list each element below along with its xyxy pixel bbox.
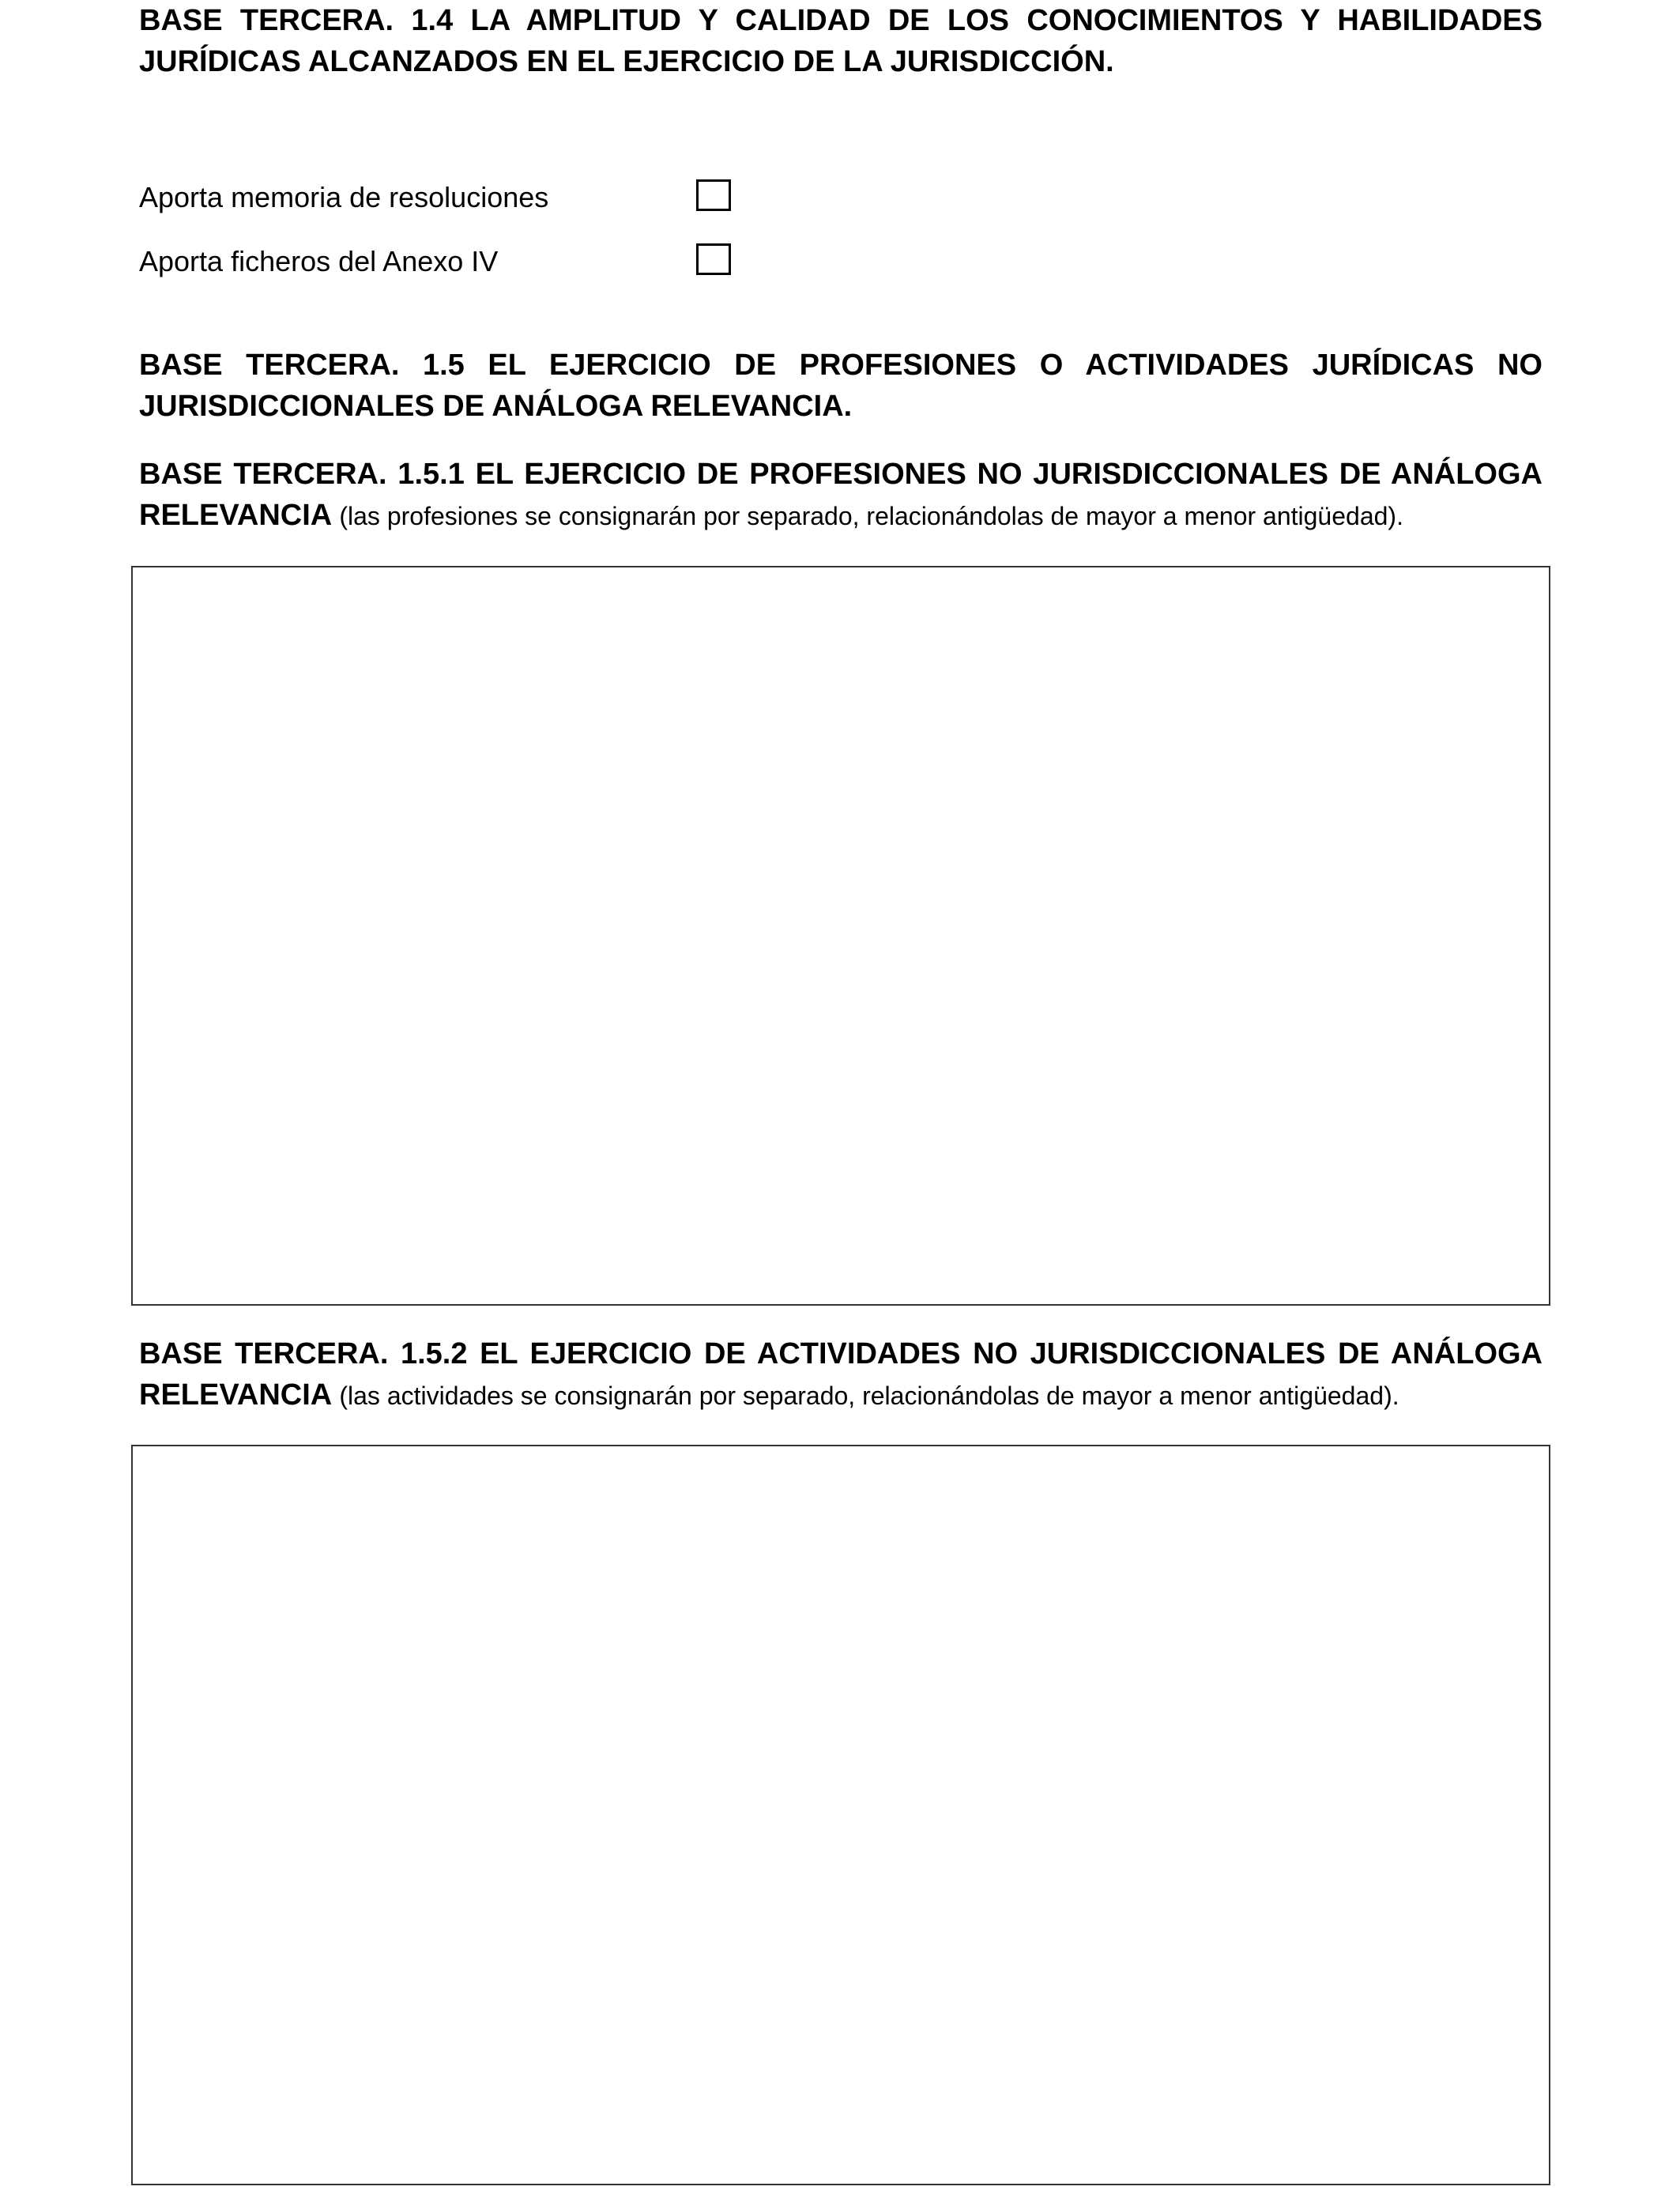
section-1-5-1-note: (las profesiones se consignarán por separado, relacionándolas de mayor a menor antigüedad). bbox=[339, 502, 1403, 530]
memoria-resoluciones-row bbox=[139, 178, 771, 217]
memoria-resoluciones-checkbox[interactable] bbox=[696, 179, 731, 211]
section-1-5-2-heading bbox=[139, 1333, 1543, 1416]
ficheros-anexo-iv-checkbox[interactable] bbox=[696, 243, 731, 275]
profesiones-text-area[interactable] bbox=[131, 566, 1550, 1306]
section-1-5-heading: BASE TERCERA. 1.5 EL EJERCICIO DE PROFESIONES O ACTIVIDADES JURÍDICAS NO JURISDICCIONALES DE ANÁLOGA RELEVANCIA. bbox=[139, 349, 1543, 423]
section-1-5-1-title: BASE TERCERA. 1.5.1 EL EJERCICIO DE PROFESIONES NO JURISDICCIONALES DE ANÁLOGA RELEVANCIA bbox=[139, 458, 1543, 532]
memoria-resoluciones-label: Aporta memoria de resoluciones bbox=[139, 181, 549, 213]
ficheros-anexo-iv-row bbox=[139, 242, 771, 281]
section-1-5-2-note: (las actividades se consignarán por separado, relacionándolas de mayor a menor antigüedad). bbox=[339, 1382, 1399, 1410]
section-1-5-2-title: BASE TERCERA. 1.5.2 EL EJERCICIO DE ACTIVIDADES NO JURISDICCIONALES DE ANÁLOGA RELEVANCIA bbox=[139, 1337, 1543, 1412]
ficheros-anexo-iv-label: Aporta ficheros del Anexo IV bbox=[139, 245, 499, 277]
actividades-text-area[interactable] bbox=[131, 1445, 1550, 2185]
section-1-5-1-heading bbox=[139, 454, 1543, 537]
section-1-4-heading: BASE TERCERA. 1.4 LA AMPLITUD Y CALIDAD DE LOS CONOCIMIENTOS Y HABILIDADES JURÍDICAS ALCANZADOS EN EL EJERCICIO DE LA JURISDICCIÓN. bbox=[139, 4, 1543, 78]
